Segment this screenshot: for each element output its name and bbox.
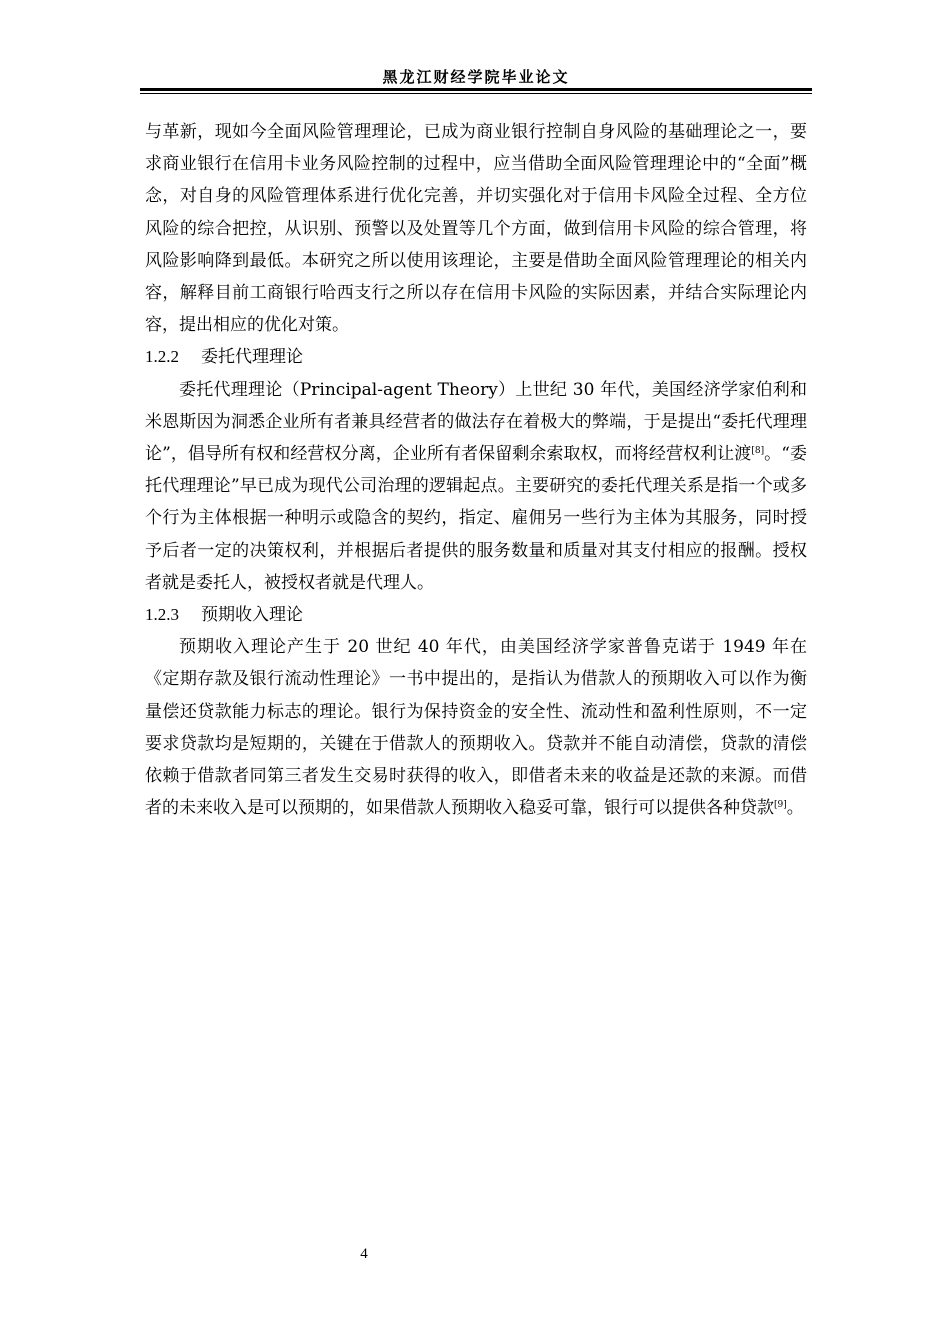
section-heading-1-2-2: [145, 341, 807, 373]
section-title: 委托代理理论: [201, 347, 303, 368]
header-rule-thick: [140, 88, 812, 91]
paragraph-principal-agent: [145, 374, 807, 599]
section-number: 1.2.2: [145, 347, 179, 367]
citation-ref[interactable]: [9]: [774, 800, 787, 811]
section-heading-1-2-3: [145, 599, 807, 631]
paragraph-continuation: 与革新，现如今全面风险管理理论，已成为商业银行控制自身风险的基础理论之一，要求商业银行在信用卡业务风险控制的过程中，应当借助全面风险管理理论中的“全面”概念，对自身的风险管理体系进行优化完善，并切实强化对于信用卡风险全过程、全方位风险的综合把控，从识别、预警以及处置等几个方面，做到信用卡风险的综合管理，将风险影响降到最低。本研究之所以使用该理论，主要是借助全面风险管理理论的相关内容，解释目前工商银行哈西支行之所以存在信用卡风险的实际因素，并结合实际理论内容，提出相应的优化对策。: [145, 122, 807, 336]
paragraph-text: 。“委托代理理论”早已成为现代公司治理的逻辑起点。主要研究的委托代理关系是指一个或多个行为主体根据一种明示或隐含的契约，指定、雇佣另一些行为主体为其服务，同时授予后者一定的决策权利，并根据后者提供的服务数量和质量对其支付相应的报酬。授权者就是委托人，被授权者就是代理人。: [145, 444, 807, 593]
header-rule-thin: [140, 93, 812, 94]
paragraph-text: 预期收入理论产生于 20 世纪 40 年代，由美国经济学家普鲁克诺于 1949 年在《定期存款及银行流动性理论》一书中提出的，是指认为借款人的预期收入可以作为衡量偿还贷款能力标志的理论。银行为保持资金的安全性、流动性和盈利性原则，不一定要求贷款均是短期的，关键在于借款人的预期收入。贷款并不能自动清偿，贷款的清偿依赖于借款者同第三者发生交易时获得的收入，即借者未来的收益是还款的来源。而借者的未来收入是可以预期的，如果借款人预期收入稳妥可靠，银行可以提供各种贷款: [145, 637, 807, 819]
page-header-title: 黑龙江财经学院毕业论文: [382, 68, 570, 86]
paragraph-text: 。: [786, 798, 804, 819]
paragraph-text: 委托代理理论（Principal-agent Theory）上世纪 30 年代，美国经济学家伯利和米恩斯因为洞悉企业所有者兼具经营者的做法存在着极大的弊端，于是提出“委托代理理论”，倡导所有权和经营权分离，企业所有者保留剩余索取权，而将经营权利让渡: [145, 379, 807, 465]
page-number: 4: [360, 1246, 368, 1262]
body-text: [145, 116, 807, 824]
section-number: 1.2.3: [145, 605, 179, 625]
section-title: 预期收入理论: [201, 605, 303, 626]
paragraph-expected-income: [145, 631, 807, 824]
citation-ref[interactable]: [8]: [751, 446, 765, 457]
